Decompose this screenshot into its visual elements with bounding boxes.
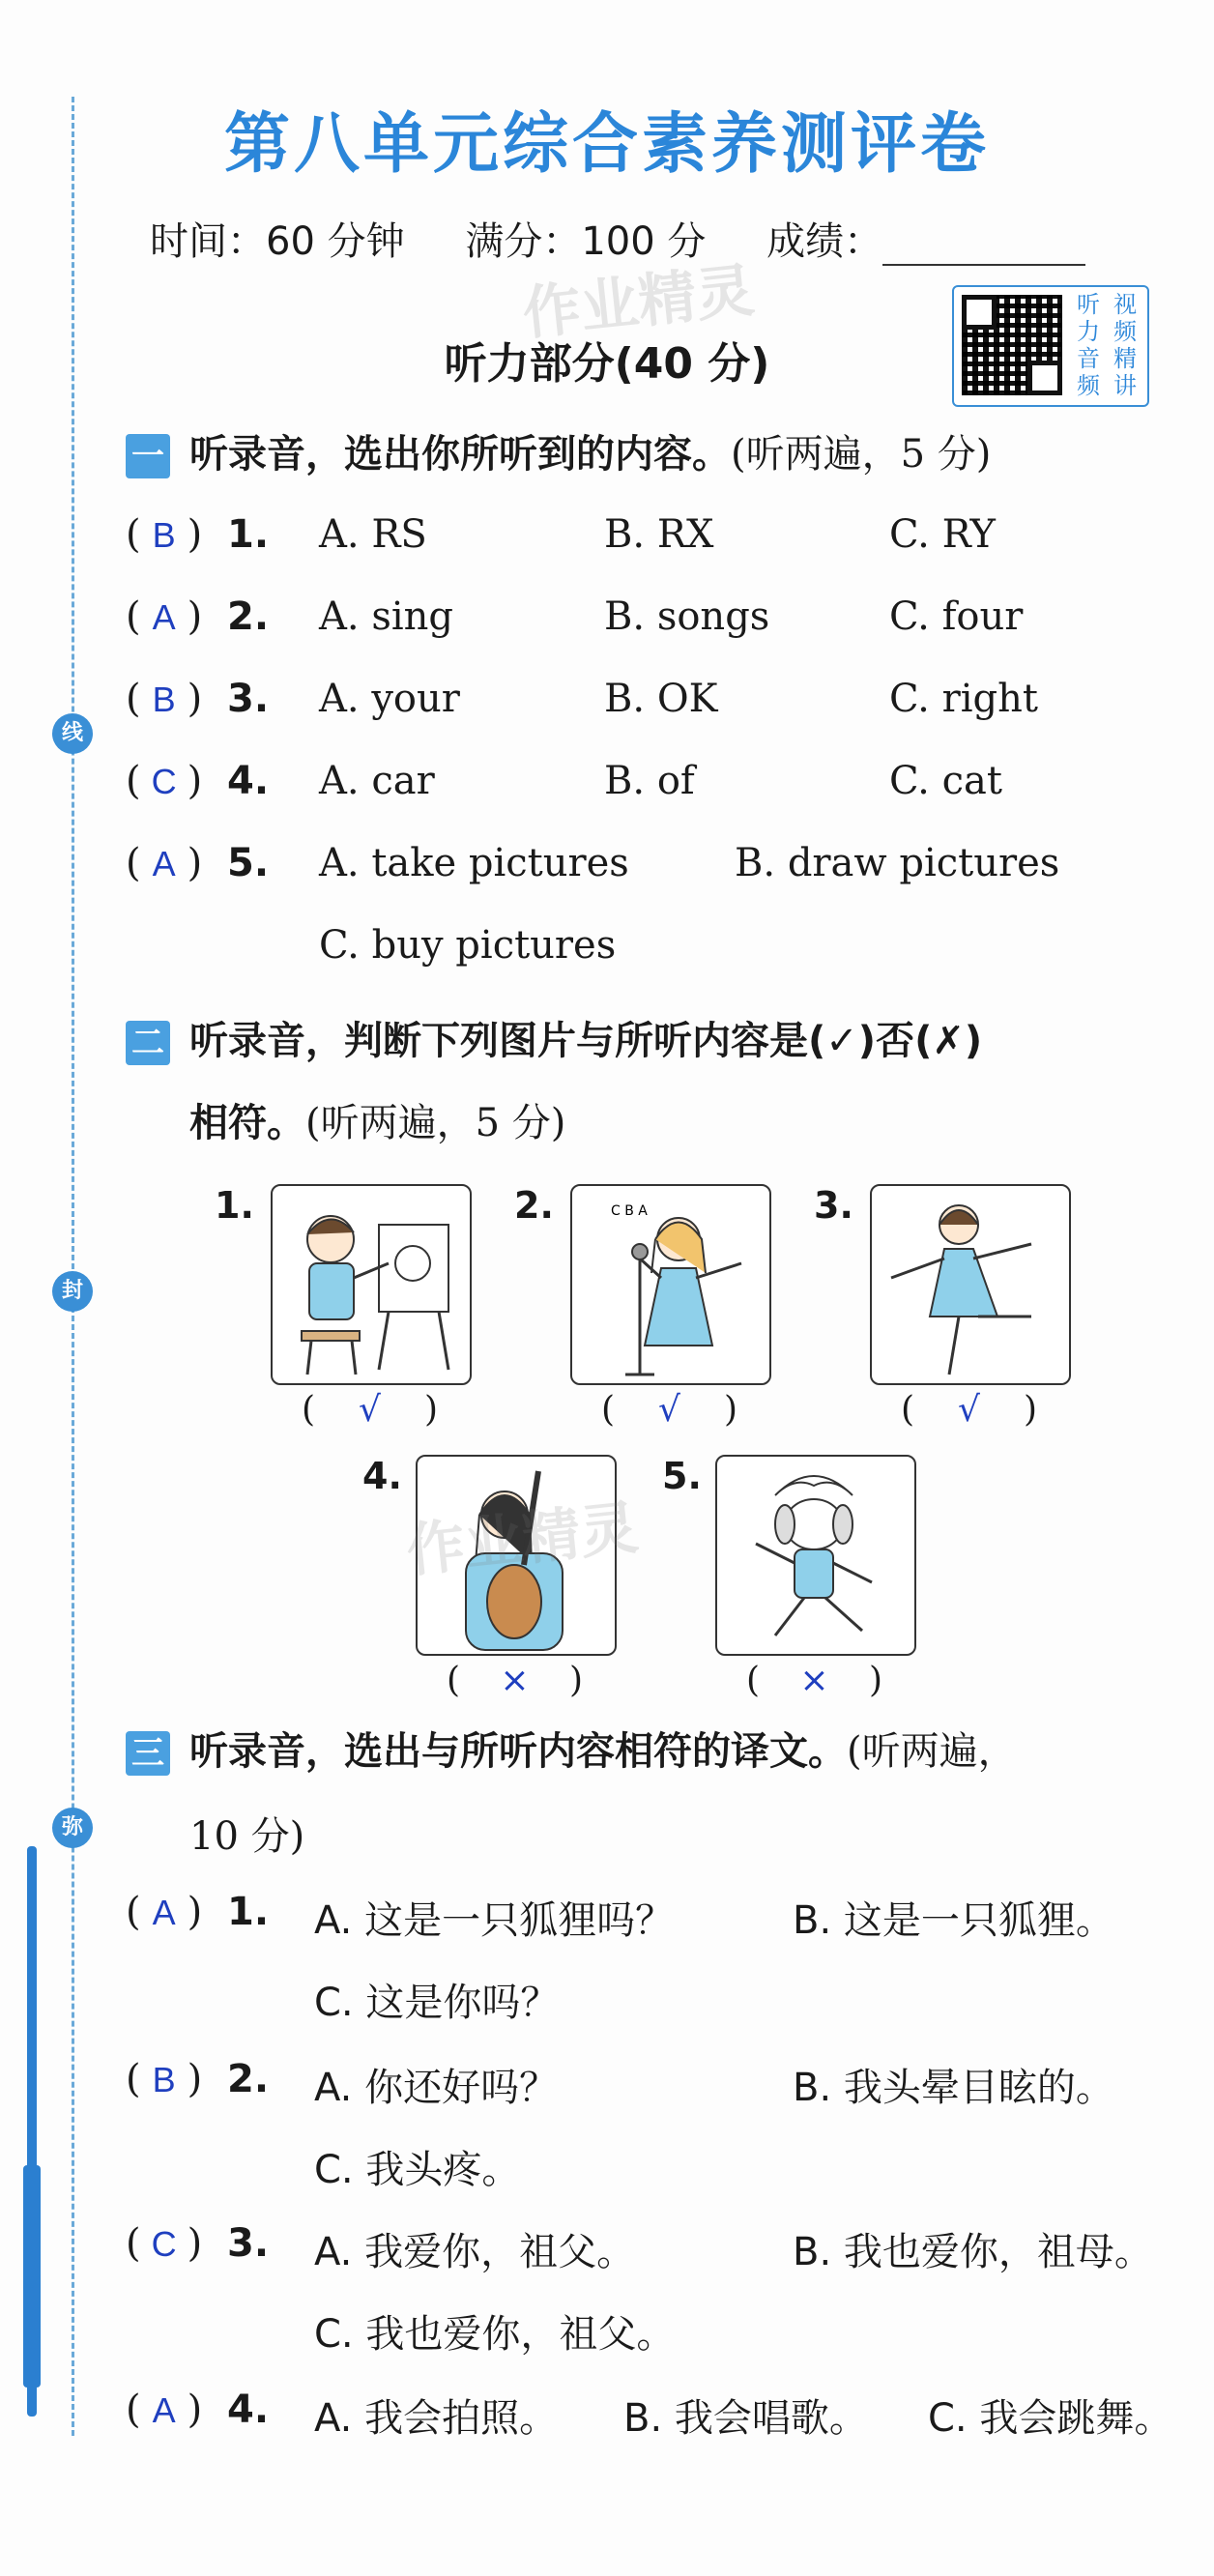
- q1-item-3: [126, 677, 1038, 721]
- option-c[interactable]: C. 我也爱你，祖父。: [314, 2312, 676, 2357]
- option-a[interactable]: A. 我爱你，祖父。: [314, 2230, 636, 2274]
- score-label: 成绩：: [766, 219, 883, 264]
- page-title: 第八单元综合素养测评卷: [223, 106, 990, 183]
- item-number: 2.: [227, 2057, 270, 2101]
- svg-text:C B A: C B A: [611, 1203, 648, 1219]
- qr-label: 视: [1113, 291, 1137, 318]
- answer[interactable]: A: [152, 2390, 176, 2430]
- paren-left: (: [126, 841, 141, 885]
- qr-label: 频: [1113, 318, 1137, 345]
- option-b[interactable]: B. songs: [604, 594, 770, 639]
- paren-right: ): [187, 841, 203, 885]
- q2-header-line2: [189, 1092, 565, 1147]
- q1-item-2: [126, 594, 1024, 639]
- paren-right: ): [187, 2057, 203, 2101]
- q1-instruction: 听录音，选出你所听到的内容。: [189, 432, 731, 477]
- item-number: 4.: [227, 759, 270, 803]
- answer[interactable]: C: [151, 762, 177, 801]
- q3-item-1: [126, 1890, 1114, 2025]
- score-blank: [882, 235, 1085, 266]
- paren-left: (: [126, 2057, 141, 2101]
- paren-left: (: [126, 594, 141, 639]
- option-a[interactable]: A. take pictures: [319, 841, 629, 885]
- option-a[interactable]: A. sing: [319, 594, 454, 639]
- option-b[interactable]: B. of: [604, 759, 695, 803]
- answer[interactable]: B: [152, 515, 176, 555]
- girl-singing-icon: [572, 1186, 769, 1383]
- option-a[interactable]: A. 你还好吗？: [314, 2066, 559, 2110]
- option-c[interactable]: C. 这是你吗？: [314, 1981, 560, 2025]
- option-a[interactable]: A. RS: [319, 512, 427, 557]
- binding-dashed-line: [72, 97, 74, 2436]
- option-a[interactable]: A. 我会拍照。: [314, 2396, 559, 2441]
- paren-right: ): [187, 677, 203, 721]
- qr-label: 听: [1077, 291, 1100, 318]
- answer[interactable]: A: [152, 1893, 176, 1932]
- full-score: 满分：100 分: [465, 219, 707, 264]
- judgement-mark[interactable]: √: [658, 1390, 680, 1430]
- item-number: 3.: [227, 2221, 270, 2266]
- item-number: 2.: [227, 594, 270, 639]
- q2-number-badge: 二: [126, 1021, 170, 1065]
- answer[interactable]: A: [152, 597, 176, 637]
- q3-item-2: [126, 2057, 1114, 2192]
- q3-instruction: 听录音，选出与所听内容相符的译文。: [189, 1729, 847, 1774]
- picture-girl-dancing: [870, 1184, 1071, 1385]
- paren-left: (: [126, 1890, 141, 1934]
- answer[interactable]: A: [152, 844, 176, 883]
- q3-note-cont: 10 分): [189, 1814, 305, 1859]
- watermark-top: 作业精灵: [519, 256, 758, 349]
- option-a[interactable]: A. 这是一只狐狸吗？: [314, 1898, 675, 1943]
- option-b[interactable]: B. 我头晕目眩的。: [793, 2066, 1114, 2110]
- pic-number-1: 1.: [215, 1184, 254, 1227]
- answer[interactable]: C: [151, 2224, 177, 2264]
- pic-answer-5: ( × ): [746, 1661, 882, 1700]
- judgement-mark[interactable]: √: [359, 1390, 381, 1430]
- pic-number-2: 2.: [514, 1184, 554, 1227]
- option-c[interactable]: C. four: [889, 594, 1024, 639]
- option-a[interactable]: A. car: [319, 759, 435, 803]
- judgement-mark[interactable]: ×: [799, 1661, 829, 1700]
- qr-label: 音: [1077, 345, 1100, 372]
- option-b[interactable]: B. 我也爱你，祖母。: [793, 2230, 1153, 2274]
- q3-note: (听两遍，: [847, 1729, 1017, 1774]
- paren-left: (: [126, 2388, 141, 2432]
- girl-dancing-icon: [872, 1186, 1069, 1383]
- pic-number-4: 4.: [362, 1455, 402, 1497]
- binding-mark-mi: 弥: [52, 1808, 93, 1848]
- option-a[interactable]: A. your: [319, 677, 460, 721]
- q1-number-badge: 一: [126, 434, 170, 478]
- paren-right: ): [187, 594, 203, 639]
- q3-number-badge: 三: [126, 1731, 170, 1776]
- option-c[interactable]: C. right: [889, 677, 1038, 721]
- pic-answer-3: ( √ ): [901, 1390, 1037, 1430]
- qr-label: 频: [1077, 372, 1100, 399]
- paren-left: (: [126, 512, 141, 557]
- pic-number-5: 5.: [662, 1455, 702, 1497]
- binding-mark-feng: 封: [52, 1271, 93, 1312]
- watermark-middle: 作业精灵: [403, 1493, 642, 1586]
- item-number: 3.: [227, 677, 270, 721]
- paren-left: (: [126, 677, 141, 721]
- paren-left: (: [126, 759, 141, 803]
- option-c[interactable]: C. 我会跳舞。: [928, 2396, 1173, 2441]
- paren-right: ): [187, 2221, 203, 2266]
- q1-item-4: [126, 759, 1002, 803]
- option-b[interactable]: B. draw pictures: [735, 841, 1060, 885]
- judgement-mark[interactable]: ×: [500, 1661, 530, 1700]
- option-b[interactable]: B. RX: [604, 512, 714, 557]
- q2-note: (听两遍，5 分): [305, 1101, 566, 1145]
- answer[interactable]: B: [152, 2060, 176, 2099]
- section-title: 听力部分(40 分): [444, 339, 770, 389]
- q3-header-line2: [189, 1806, 304, 1861]
- q1-note: (听两遍，5 分): [731, 432, 992, 477]
- q2-header: [126, 1010, 982, 1065]
- paren-right: ): [187, 759, 203, 803]
- option-c[interactable]: C. RY: [889, 512, 996, 557]
- pic-number-3: 3.: [814, 1184, 853, 1227]
- item-number: 4.: [227, 2388, 270, 2432]
- paren-right: ): [187, 512, 203, 557]
- picture-dizzy-dog: [715, 1455, 916, 1656]
- paren-right: ): [187, 2388, 203, 2432]
- edge-tab-wide: [23, 2165, 41, 2388]
- q3-item-4: [126, 2388, 1173, 2441]
- qr-label: 讲: [1113, 372, 1137, 399]
- paren-left: (: [126, 2221, 141, 2266]
- pic-answer-1: ( √ ): [302, 1390, 438, 1430]
- binding-mark-xian: 线: [52, 713, 93, 754]
- qr-label: 力: [1077, 318, 1100, 345]
- qr-label: 精: [1113, 345, 1137, 372]
- q1-header: [126, 423, 991, 478]
- option-c[interactable]: C. 我头疼。: [314, 2148, 521, 2192]
- q1-item-5: [126, 841, 1060, 968]
- q2-instruction-cont: 相符。: [189, 1101, 305, 1145]
- q1-item-1: [126, 512, 996, 557]
- picture-boy-painting: [271, 1184, 472, 1385]
- pic-answer-4: ( × ): [447, 1661, 583, 1700]
- paren-right: ): [187, 1890, 203, 1934]
- item-number: 1.: [227, 1890, 270, 1934]
- pic-answer-2: ( √ ): [601, 1390, 737, 1430]
- item-number: 1.: [227, 512, 270, 557]
- option-b[interactable]: B. 这是一只狐狸。: [793, 1898, 1114, 1943]
- time-limit: 时间：60 分钟: [150, 219, 405, 264]
- boy-painting-icon: [273, 1186, 470, 1383]
- q3-item-3: [126, 2221, 1153, 2357]
- dizzy-dog-icon: [717, 1457, 914, 1654]
- option-b[interactable]: B. 我会唱歌。: [623, 2396, 868, 2441]
- item-number: 5.: [227, 841, 270, 885]
- option-c[interactable]: C. cat: [889, 759, 1002, 803]
- option-b[interactable]: B. OK: [604, 677, 718, 721]
- judgement-mark[interactable]: √: [958, 1390, 980, 1430]
- option-c[interactable]: C. buy pictures: [319, 923, 617, 968]
- q3-header: [126, 1721, 1017, 1776]
- q2-instruction: 听录音，判断下列图片与所听内容是(✓)否(✗): [189, 1019, 983, 1063]
- picture-girl-singing: [570, 1184, 771, 1385]
- answer[interactable]: B: [152, 680, 176, 719]
